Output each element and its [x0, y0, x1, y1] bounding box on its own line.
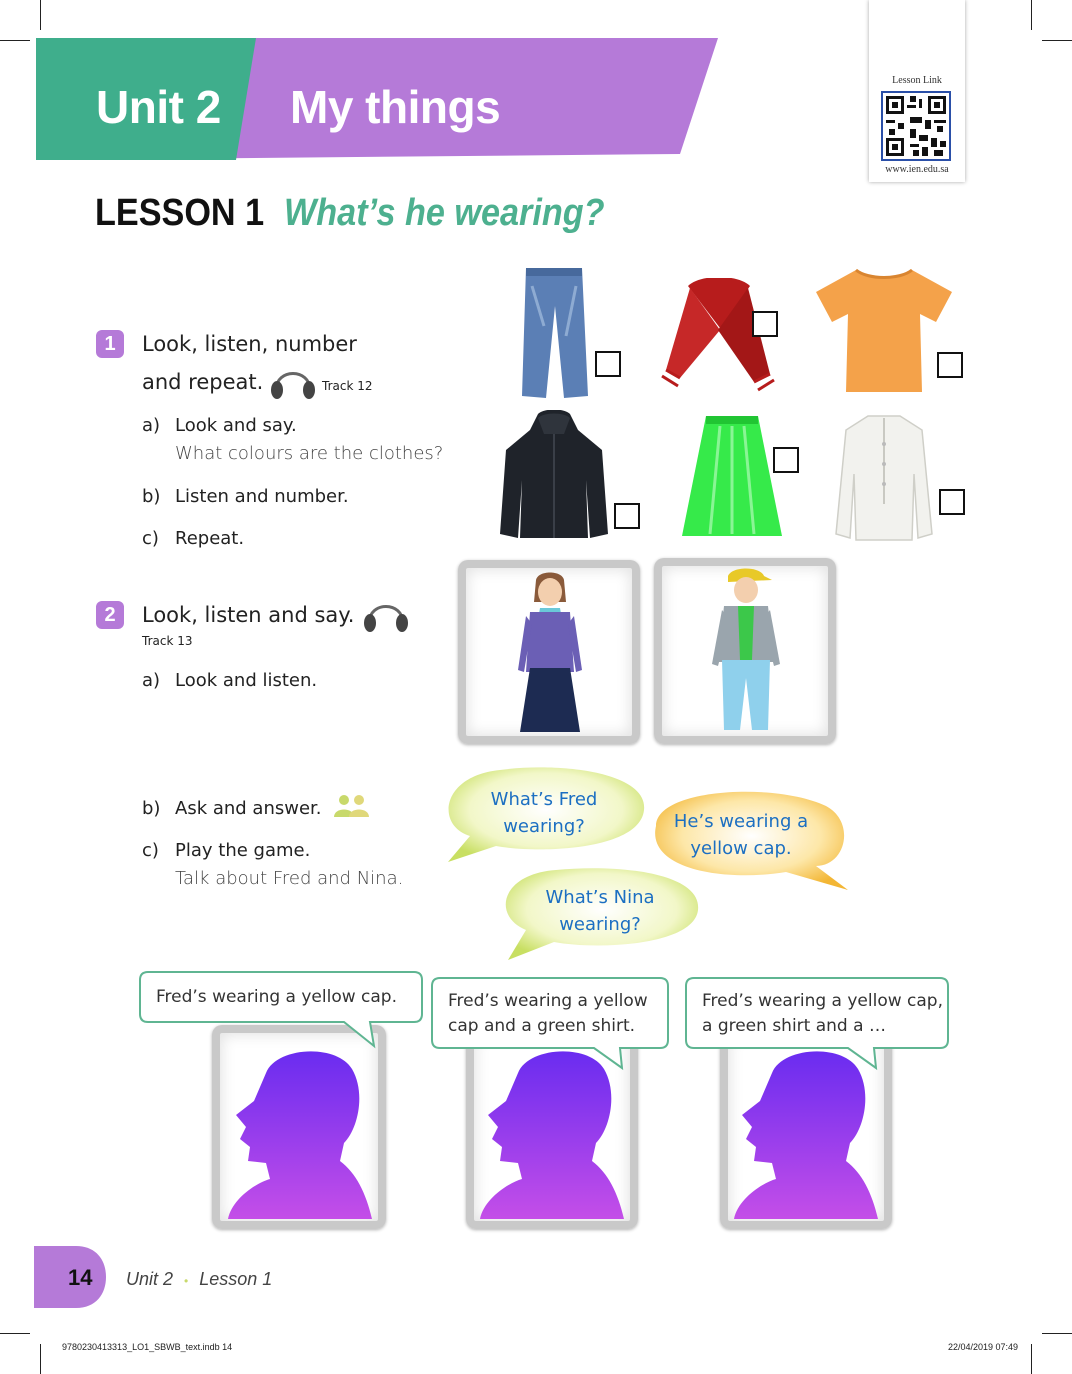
lesson-link-panel[interactable] — [869, 0, 965, 182]
lesson-title: What’s he wearing? — [284, 192, 605, 234]
speech-line: a green shirt and a … — [702, 1016, 886, 1036]
footer-unit: Unit 2 — [126, 1269, 174, 1289]
checkbox-jeans[interactable] — [595, 351, 621, 377]
lesson-number: LESSON 1 — [95, 192, 265, 234]
page-number: 14 — [68, 1265, 93, 1290]
speech-line: cap and a green shirt. — [448, 1016, 636, 1036]
nina-figure — [500, 572, 600, 734]
track-12-label: Track 12 — [322, 379, 373, 393]
headphones-icon[interactable] — [361, 595, 411, 635]
exercise-2c-letter: c) — [142, 840, 159, 861]
checkbox-jacket[interactable] — [614, 503, 640, 529]
speech-box-1 — [138, 970, 426, 1050]
exercise-1c-letter: c) — [142, 528, 159, 549]
exercise-1-instruction: Look, listen, number — [142, 332, 357, 356]
unit-title: My things — [290, 81, 501, 133]
footer-lesson: Lesson 1 — [199, 1269, 273, 1289]
exercise-1a-question: What colours are the clothes? — [175, 443, 444, 464]
t-shirt-icon — [812, 266, 956, 394]
print-date-info: 22/04/2019 07:49 — [948, 1342, 1019, 1352]
bubble-whats-fred-text — [464, 786, 624, 840]
exercise-2c-sub: Talk about Fred and Nina. — [175, 868, 404, 889]
exercise-1-instruction-2: and repeat. — [142, 370, 264, 394]
checkbox-blouse[interactable] — [939, 489, 965, 515]
jacket-icon — [498, 410, 610, 542]
exercise-1a-text: Look and say. — [175, 415, 297, 436]
crop-mark — [40, 0, 41, 30]
bubble-line: yellow cap. — [690, 838, 792, 859]
crop-mark — [40, 1344, 41, 1374]
silhouette-frame-1 — [212, 1025, 386, 1229]
exercise-1b-letter: b) — [142, 486, 161, 507]
speech-line: Fred’s wearing a yellow — [448, 991, 648, 1011]
nina-picture-frame — [458, 560, 640, 744]
blouse-icon — [832, 414, 936, 542]
unit-label: Unit 2 — [96, 81, 221, 133]
boy-silhouette-icon — [226, 1043, 376, 1223]
speech-box-1-text — [156, 985, 397, 1010]
exercise-1c-text: Repeat. — [175, 528, 245, 549]
exercise-2-instruction: Look, listen and say. — [142, 603, 355, 627]
crop-mark — [1031, 0, 1032, 30]
track-13-label: Track 13 — [142, 634, 193, 648]
speech-line: Fred’s wearing a yellow cap, — [702, 991, 943, 1011]
exercise-2b-letter: b) — [142, 798, 161, 819]
speech-box-2-text — [448, 989, 648, 1039]
bubble-line: He’s wearing a — [673, 811, 809, 832]
bubble-line: wearing? — [503, 816, 585, 837]
exercise-2a-text: Look and listen. — [175, 670, 318, 691]
bubble-line: What’s Fred — [490, 789, 598, 810]
checkbox-t-shirt[interactable] — [937, 352, 963, 378]
pair-work-icon — [332, 793, 372, 819]
bubble-hes-wearing-text — [660, 808, 822, 862]
crop-mark — [1031, 1344, 1032, 1374]
footer-breadcrumb — [126, 1269, 272, 1290]
crop-mark — [0, 1333, 30, 1334]
qr-code-icon[interactable] — [881, 91, 951, 161]
crop-mark — [1042, 40, 1072, 41]
lesson-link-title: Lesson Link — [892, 75, 942, 86]
bubble-whats-nina-text — [522, 884, 678, 938]
footer-separator: • — [184, 1274, 189, 1288]
exercise-1-badge: 1 — [96, 330, 124, 358]
jeans-icon — [518, 266, 590, 400]
lesson-link-url[interactable]: www.ien.edu.sa — [885, 164, 949, 175]
print-file-info: 9780230413313_LO1_SBWB_text.indb 14 — [62, 1342, 233, 1352]
speech-box-3-text — [702, 989, 943, 1039]
speech-line: Fred’s wearing a yellow cap. — [156, 987, 397, 1007]
exercise-2c-text: Play the game. — [175, 840, 311, 861]
bubble-line: What’s Nina — [545, 887, 655, 908]
exercise-2a-letter: a) — [142, 670, 161, 691]
checkbox-skirt[interactable] — [773, 447, 799, 473]
headphones-icon[interactable] — [268, 362, 318, 402]
fred-picture-frame — [654, 558, 836, 744]
crop-mark — [1042, 1333, 1072, 1334]
bubble-line: wearing? — [559, 914, 641, 935]
checkbox-scarf[interactable] — [752, 311, 778, 337]
exercise-2-badge: 2 — [96, 601, 124, 629]
exercise-1b-text: Listen and number. — [175, 486, 349, 507]
exercise-1a-letter: a) — [142, 415, 161, 436]
exercise-2b-text: Ask and answer. — [175, 798, 322, 819]
skirt-icon — [680, 414, 784, 540]
scarf-icon — [660, 278, 778, 398]
fred-figure — [698, 568, 794, 734]
